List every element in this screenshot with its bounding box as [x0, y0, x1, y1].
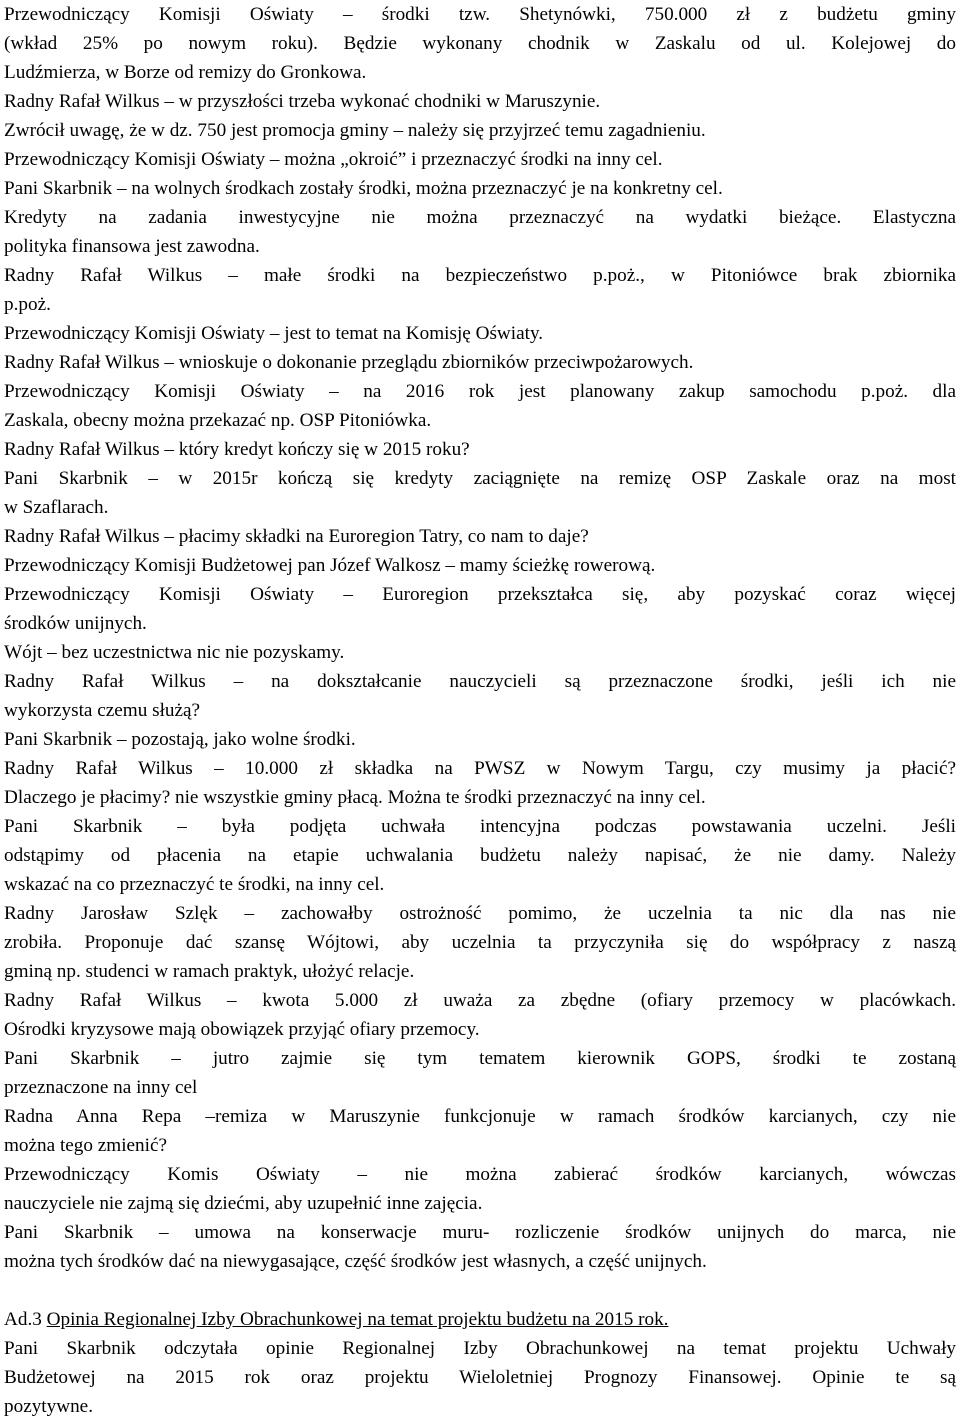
text-line: Pani Skarbnik – pozostają, jako wolne środki. [4, 729, 356, 750]
text-line: Radny Rafał Wilkus – kwota 5.000 zł uważa za zbędne (ofiary przemocy w placówkach. [4, 990, 956, 1011]
text-line: gminą np. studenci w ramach praktyk, ułożyć relacje. [4, 961, 415, 982]
text-line: Przewodniczący Komis Oświaty – nie można zabierać środków karcianych, wówczas [4, 1164, 956, 1185]
text-line: można tego zmienić? [4, 1135, 168, 1156]
text-line: Radny Rafał Wilkus – małe środki na bezpieczeństwo p.poż., w Pitoniówce brak zbiornika [4, 265, 956, 286]
text-line: Radny Rafał Wilkus – który kredyt kończy się w 2015 roku? [4, 439, 470, 460]
text-line: Pani Skarbnik – była podjęta uchwała intencyjna podczas powstawania uczelni. Jeśli [4, 816, 956, 837]
text-line: Przewodniczący Komisji Oświaty – można „okroić” i przeznaczyć środki na inny cel. [4, 149, 663, 170]
text-line: Radny Rafał Wilkus – płacimy składki na Euroregion Tatry, co nam to daje? [4, 526, 589, 547]
text-line: Pani Skarbnik – w 2015r kończą się kredyty zaciągnięte na remizę OSP Zaskale oraz na most [4, 468, 956, 489]
text-line: (wkład 25% po nowym roku). Będzie wykonany chodnik w Zaskalu od ul. Kolejowej do [4, 33, 956, 54]
text-line: Pani Skarbnik – na wolnych środkach zostały środki, można przeznaczyć je na konkretny cel. [4, 178, 723, 199]
text-line: wykorzysta czemu służą? [4, 700, 201, 721]
document-body [4, 0, 956, 1276]
text-line: Pani Skarbnik – umowa na konserwacje muru- rozliczenie środków unijnych do marca, nie [4, 1222, 956, 1243]
text-line: Dlaczego je płacimy? nie wszystkie gminy płacą. Można te środki przeznaczyć na inny cel. [4, 787, 706, 808]
text-line: Zwrócił uwagę, że w dz. 750 jest promocja gminy – należy się przyjrzeć temu zagadnieniu. [4, 120, 706, 141]
text-line: Przewodniczący Komisji Oświaty – jest to temat na Komisję Oświaty. [4, 323, 544, 344]
agenda-title: Opinia Regionalnej Izby Obrachunkowej na temat projektu budżetu na 2015 rok. [46, 1309, 669, 1330]
text-line: Przewodniczący Komisji Oświaty – środki tzw. Shetynówki, 750.000 zł z budżetu gminy [4, 4, 956, 25]
agenda-item [4, 1305, 956, 1334]
agenda-prefix: Ad.3 [4, 1309, 47, 1330]
text-line: w Szaflarach. [4, 497, 109, 518]
text-line: Budżetowej na 2015 rok oraz projektu Wieloletniej Prognozy Finansowej. Opinie te są [4, 1367, 956, 1388]
text-line: można tych środków dać na niewygasające, część środków jest własnych, a część unijnych. [4, 1251, 707, 1272]
text-line: wskazać na co przeznaczyć te środki, na inny cel. [4, 874, 385, 895]
text-line: środków unijnych. [4, 613, 147, 634]
text-line: Pani Skarbnik – jutro zajmie się tym tematem kierownik GOPS, środki te zostaną [4, 1048, 956, 1069]
text-line: pozytywne. [4, 1396, 93, 1417]
text-line: Przewodniczący Komisji Oświaty – na 2016 rok jest planowany zakup samochodu p.poż. dla [4, 381, 956, 402]
text-line: Wójt – bez uczestnictwa nic nie pozyskamy. [4, 642, 345, 663]
text-line: Pani Skarbnik odczytała opinie Regionalnej Izby Obrachunkowej na temat projektu Uchwały [4, 1338, 956, 1359]
text-line: Zaskala, obecny można przekazać np. OSP Pitoniówka. [4, 410, 432, 431]
text-line: nauczyciele nie zajmą się dziećmi, aby uzupełnić inne zajęcia. [4, 1193, 483, 1214]
text-line: zrobiła. Proponuje dać szansę Wójtowi, aby uczelnia ta przyczyniła się do współpracy z naszą [4, 932, 956, 953]
text-line: polityka finansowa jest zawodna. [4, 236, 260, 257]
closing-paragraph [4, 1334, 956, 1421]
text-line: odstąpimy od płacenia na etapie uchwalania budżetu należy napisać, że nie damy. Należy [4, 845, 956, 866]
text-line: Radny Rafał Wilkus – wnioskuje o dokonanie przeglądu zbiorników przeciwpożarowych. [4, 352, 694, 373]
text-line: Radna Anna Repa –remiza w Maruszynie funkcjonuje w ramach środków karcianych, czy nie [4, 1106, 956, 1127]
text-line: Radny Rafał Wilkus – na dokształcanie nauczycieli są przeznaczone środki, jeśli ich nie [4, 671, 956, 692]
text-line: Kredyty na zadania inwestycyjne nie można przeznaczyć na wydatki bieżące. Elastyczna [4, 207, 956, 228]
text-line: Radny Jarosław Szlęk – zachowałby ostrożność pomimo, że uczelnia ta nic dla nas nie [4, 903, 956, 924]
text-line: Ośrodki kryzysowe mają obowiązek przyjąć ofiary przemocy. [4, 1019, 480, 1040]
text-line: przeznaczone na inny cel [4, 1077, 198, 1098]
paragraph-gap [4, 1276, 956, 1305]
text-line: Ludźmierza, w Borze od remizy do Gronkowa. [4, 62, 367, 83]
text-line: Radny Rafał Wilkus – 10.000 zł składka na PWSZ w Nowym Targu, czy musimy ja płacić? [4, 758, 956, 779]
text-line: Radny Rafał Wilkus – w przyszłości trzeba wykonać chodniki w Maruszynie. [4, 91, 601, 112]
text-line: Przewodniczący Komisji Oświaty – Euroregion przekształca się, aby pozyskać coraz więcej [4, 584, 956, 605]
text-line: Przewodniczący Komisji Budżetowej pan Józef Walkosz – mamy ścieżkę rowerową. [4, 555, 656, 576]
text-line: p.poż. [4, 294, 51, 315]
